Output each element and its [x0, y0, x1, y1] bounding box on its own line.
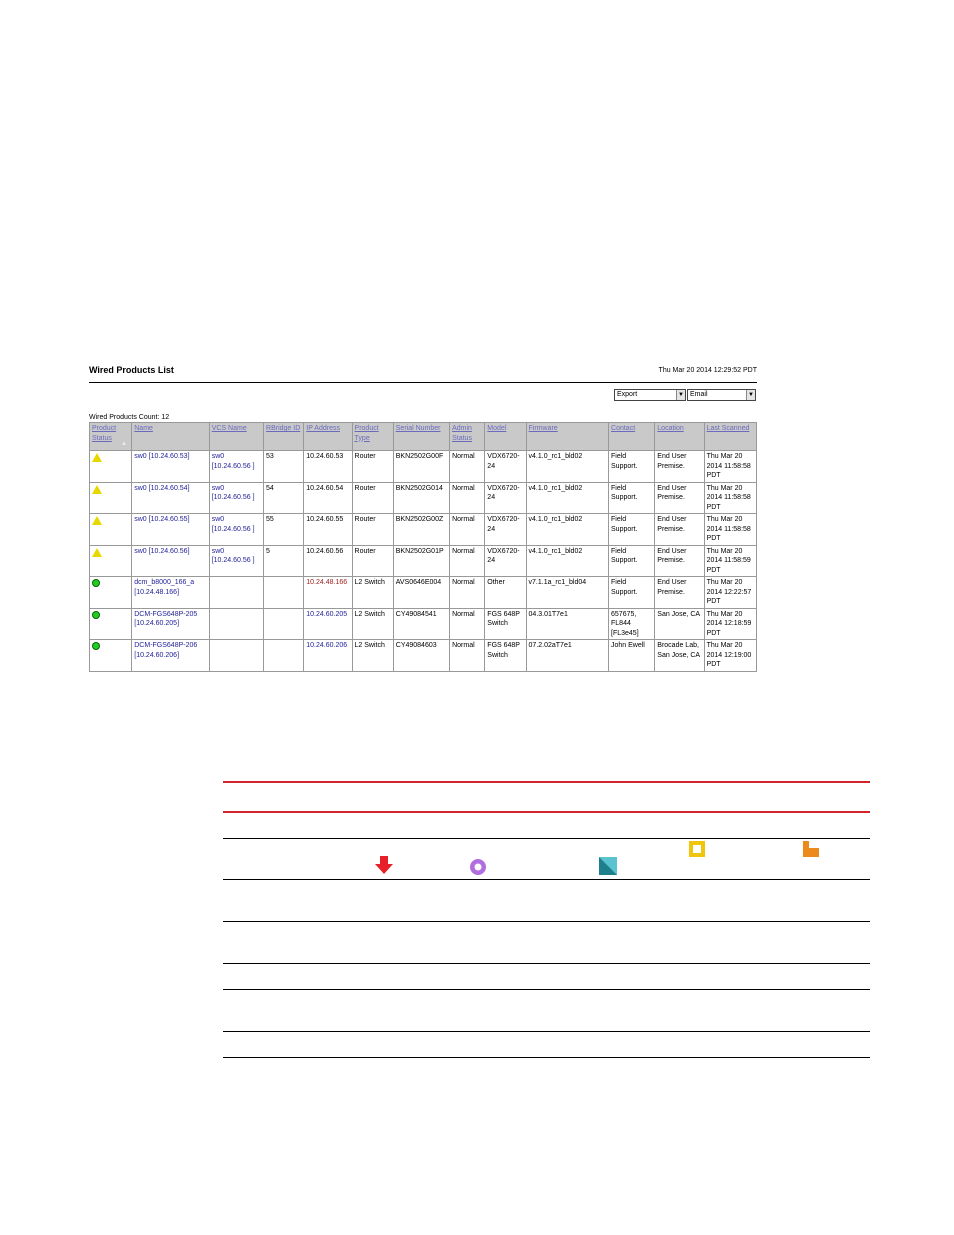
model-value: FGS 648P Switch	[487, 610, 520, 627]
table-row	[90, 451, 757, 483]
model-cell	[485, 451, 526, 483]
red-divider-bottom	[223, 811, 870, 813]
column-header-label: Model	[487, 425, 507, 432]
type-value: Router	[354, 484, 376, 492]
firmware-cell	[526, 482, 608, 514]
admin-cell	[450, 577, 485, 609]
type-cell	[352, 608, 393, 640]
table-row	[90, 577, 757, 609]
admin-cell	[450, 482, 485, 514]
chevron-down-icon: ▼	[676, 390, 685, 400]
column-header[interactable]	[485, 423, 526, 451]
rbridge-value: 55	[266, 516, 274, 523]
scanned-cell	[704, 545, 756, 577]
ip-address-value: 10.24.60.56	[306, 547, 344, 555]
location-cell	[655, 608, 704, 640]
warning-triangle-icon	[92, 485, 102, 494]
model-value: VDX6720-24	[487, 547, 520, 564]
location-cell	[655, 545, 704, 577]
export-select[interactable]	[614, 389, 686, 401]
name-cell	[132, 451, 209, 483]
scanned-value: Thu Mar 20 2014 11:58:58 PDT	[706, 516, 751, 542]
firmware-value: v4.1.0_rc1_bld02	[528, 547, 583, 555]
type-cell	[352, 482, 393, 514]
diagonal-square-icon	[599, 857, 617, 875]
table-divider	[223, 989, 870, 990]
column-header-label: Product Type	[354, 425, 379, 442]
name-cell	[132, 514, 209, 546]
model-cell	[485, 640, 526, 672]
firmware-cell	[526, 514, 608, 546]
ip-cell	[304, 545, 352, 577]
type-value: L2 Switch	[354, 642, 385, 649]
admin-cell	[450, 640, 485, 672]
serial-cell	[393, 608, 449, 640]
vcs-cell	[209, 451, 263, 483]
rbridge-value: 5	[266, 547, 270, 555]
vcs-cell	[209, 514, 263, 546]
rbridge-cell	[264, 514, 304, 546]
location-value: End User Premise.	[657, 547, 687, 564]
vcs-link[interactable]: sw0 [10.24.60.56 ]	[211, 453, 255, 470]
warning-triangle-icon	[92, 548, 102, 557]
type-cell	[352, 577, 393, 609]
export-select-value: Export	[617, 391, 638, 398]
scanned-cell	[704, 608, 756, 640]
ip-cell	[304, 482, 352, 514]
location-cell	[655, 482, 704, 514]
table-divider	[223, 921, 870, 922]
contact-value: Field Support.	[611, 453, 638, 470]
model-cell	[485, 577, 526, 609]
status-ok-icon	[92, 579, 100, 587]
admin-value: Normal	[452, 642, 475, 649]
report-controls	[89, 389, 757, 409]
scanned-value: Thu Mar 20 2014 11:58:58 PDT	[706, 484, 751, 511]
ip-cell	[304, 514, 352, 546]
scanned-value: Thu Mar 20 2014 11:58:58 PDT	[706, 453, 751, 479]
type-cell	[352, 545, 393, 577]
admin-value: Normal	[452, 453, 475, 460]
location-cell	[655, 514, 704, 546]
location-value: Brocade Lab, San Jose, CA	[657, 642, 701, 659]
firmware-cell	[526, 608, 608, 640]
firmware-value: 04.3.01T7e1	[528, 610, 568, 618]
contact-cell	[609, 608, 655, 640]
firmware-cell	[526, 640, 608, 672]
column-header-label: Serial Number	[395, 425, 441, 432]
contact-value: 657675, FL844 [FL3e45]	[611, 610, 639, 637]
vcs-link[interactable]: sw0 [10.24.60.56 ]	[211, 547, 255, 564]
orange-step-icon	[802, 840, 820, 858]
name-link[interactable]: dcm_b8000_166_a [10.24.48.166]	[134, 579, 195, 596]
column-header-label: VCS Name	[211, 425, 247, 432]
type-value: Router	[354, 453, 376, 460]
table-divider	[223, 963, 870, 964]
admin-cell	[450, 514, 485, 546]
ip-address-value[interactable]: 10.24.60.205	[306, 610, 348, 618]
location-value: End User Premise.	[657, 453, 687, 470]
scanned-value: Thu Mar 20 2014 12:22:57 PDT	[706, 579, 752, 605]
scanned-value: Thu Mar 20 2014 12:18:59 PDT	[706, 610, 752, 637]
name-cell	[132, 545, 209, 577]
model-cell	[485, 482, 526, 514]
contact-value: Field Support.	[611, 579, 638, 596]
column-header[interactable]	[526, 423, 608, 451]
firmware-value: v4.1.0_rc1_bld02	[528, 484, 583, 492]
contact-cell	[609, 545, 655, 577]
serial-value: BKN2502G014	[395, 484, 443, 492]
serial-cell	[393, 577, 449, 609]
serial-value: BKN2502G00F	[395, 453, 444, 460]
email-select-value: Email	[690, 391, 708, 398]
firmware-value: v4.1.0_rc1_bld02	[528, 516, 583, 523]
vcs-cell	[209, 608, 263, 640]
table-row	[90, 545, 757, 577]
contact-cell	[609, 482, 655, 514]
model-value: Other	[487, 579, 505, 586]
rbridge-value: 54	[266, 484, 274, 492]
product-status-cell	[90, 545, 132, 577]
name-link[interactable]: DCM-FGS648P-205 [10.24.60.205]	[134, 610, 198, 627]
column-header-label: Contact	[611, 425, 636, 432]
location-cell	[655, 577, 704, 609]
email-select[interactable]	[687, 389, 756, 401]
scanned-cell	[704, 482, 756, 514]
firmware-value: 07.2.02aT7e1	[528, 642, 572, 649]
name-cell	[132, 482, 209, 514]
model-value: FGS 648P Switch	[487, 642, 520, 659]
model-cell	[485, 545, 526, 577]
type-value: L2 Switch	[354, 579, 385, 586]
column-header[interactable]	[450, 423, 485, 451]
admin-value: Normal	[452, 516, 475, 523]
column-header-label: Location	[657, 425, 684, 432]
red-divider-top	[223, 781, 870, 783]
name-cell	[132, 640, 209, 672]
product-status-cell	[90, 482, 132, 514]
admin-value: Normal	[452, 579, 475, 586]
contact-cell	[609, 451, 655, 483]
column-header[interactable]	[304, 423, 352, 451]
name-link[interactable]: sw0 [10.24.60.55]	[134, 516, 190, 523]
scanned-cell	[704, 514, 756, 546]
column-header[interactable]	[393, 423, 449, 451]
vcs-cell	[209, 577, 263, 609]
column-header-label: Last Scanned	[706, 425, 750, 432]
scanned-cell	[704, 640, 756, 672]
type-cell	[352, 640, 393, 672]
product-status-cell	[90, 608, 132, 640]
report-timestamp: Thu Mar 20 2014 12:29:52 PDT	[658, 367, 757, 374]
serial-value: CY49084603	[395, 642, 437, 649]
firmware-cell	[526, 451, 608, 483]
model-value: VDX6720-24	[487, 516, 520, 533]
product-status-cell	[90, 640, 132, 672]
admin-value: Normal	[452, 547, 475, 555]
name-cell	[132, 577, 209, 609]
serial-cell	[393, 482, 449, 514]
vcs-cell	[209, 545, 263, 577]
report-header	[89, 363, 757, 383]
rbridge-cell	[264, 482, 304, 514]
column-header-label: RBridge ID	[266, 425, 301, 432]
ip-address-value: 10.24.60.54	[306, 484, 344, 492]
table-row	[90, 640, 757, 672]
table-divider	[223, 879, 870, 880]
column-header[interactable]	[609, 423, 655, 451]
scanned-cell	[704, 451, 756, 483]
report-title: Wired Products List	[89, 365, 174, 375]
firmware-cell	[526, 577, 608, 609]
products-table	[89, 422, 757, 672]
ip-address-value[interactable]: 10.24.60.206	[306, 642, 348, 649]
column-header[interactable]	[132, 423, 209, 451]
type-value: L2 Switch	[354, 610, 385, 618]
product-status-cell	[90, 451, 132, 483]
column-header-label: Firmware	[528, 425, 558, 432]
vcs-cell	[209, 640, 263, 672]
wired-products-report	[89, 363, 757, 672]
serial-value: AVS0646E004	[395, 579, 442, 586]
scanned-cell	[704, 577, 756, 609]
contact-cell	[609, 640, 655, 672]
column-header[interactable]	[655, 423, 704, 451]
rbridge-cell	[264, 545, 304, 577]
table-row	[90, 514, 757, 546]
location-cell	[655, 640, 704, 672]
table-header-row	[90, 423, 757, 451]
type-value: Router	[354, 547, 376, 555]
type-cell	[352, 514, 393, 546]
model-cell	[485, 514, 526, 546]
serial-value: BKN2502G01P	[395, 547, 444, 555]
contact-cell	[609, 514, 655, 546]
location-cell	[655, 451, 704, 483]
firmware-value: v4.1.0_rc1_bld02	[528, 453, 583, 460]
name-link[interactable]: sw0 [10.24.60.53]	[134, 453, 190, 460]
scanned-value: Thu Mar 20 2014 11:58:59 PDT	[706, 547, 751, 574]
name-link[interactable]: DCM-FGS648P-206 [10.24.60.206]	[134, 642, 198, 659]
table-divider	[223, 1031, 870, 1032]
serial-cell	[393, 514, 449, 546]
admin-value: Normal	[452, 610, 475, 618]
status-ok-icon	[92, 611, 100, 619]
location-value: San Jose, CA	[657, 610, 701, 618]
rbridge-cell	[264, 640, 304, 672]
column-header[interactable]	[264, 423, 304, 451]
rbridge-cell	[264, 577, 304, 609]
table-row	[90, 482, 757, 514]
type-cell	[352, 451, 393, 483]
status-ok-icon	[92, 642, 100, 650]
serial-value: BKN2502G00Z	[395, 516, 444, 523]
column-header[interactable]	[352, 423, 393, 451]
contact-value: Field Support.	[611, 516, 638, 533]
contact-value: Field Support.	[611, 484, 638, 501]
products-count: Wired Products Count: 12	[89, 414, 170, 421]
contact-value: Field Support.	[611, 547, 638, 564]
down-arrow-icon	[374, 855, 394, 875]
admin-cell	[450, 608, 485, 640]
warning-triangle-icon	[92, 516, 102, 525]
model-value: VDX6720-24	[487, 453, 520, 470]
ip-address-value: 10.24.60.55	[306, 516, 344, 523]
serial-cell	[393, 451, 449, 483]
vcs-cell	[209, 482, 263, 514]
contact-cell	[609, 577, 655, 609]
location-value: End User Premise.	[657, 579, 687, 596]
firmware-value: v7.1.1a_rc1_bld04	[528, 579, 587, 586]
ip-cell	[304, 640, 352, 672]
scanned-value: Thu Mar 20 2014 12:19:00 PDT	[706, 642, 752, 668]
column-header[interactable]	[90, 423, 132, 451]
vcs-link[interactable]: sw0 [10.24.60.56 ]	[211, 516, 255, 533]
type-value: Router	[354, 516, 376, 523]
sort-indicator-icon: ▲	[121, 440, 127, 447]
model-cell	[485, 608, 526, 640]
name-link[interactable]: sw0 [10.24.60.56]	[134, 547, 190, 555]
location-value: End User Premise.	[657, 516, 687, 533]
serial-cell	[393, 640, 449, 672]
serial-value: CY49084541	[395, 610, 437, 618]
location-value: End User Premise.	[657, 484, 687, 501]
rbridge-value: 53	[266, 453, 274, 460]
column-header[interactable]	[704, 423, 756, 451]
warning-triangle-icon	[92, 453, 102, 462]
contact-value: John Ewell	[611, 642, 645, 649]
ip-cell	[304, 451, 352, 483]
admin-value: Normal	[452, 484, 475, 492]
table-divider	[223, 1057, 870, 1058]
yellow-square-icon	[688, 840, 706, 858]
chevron-down-icon: ▼	[746, 390, 755, 400]
column-header-label: IP Address	[306, 425, 340, 432]
ip-cell	[304, 608, 352, 640]
column-header-label: Admin Status	[452, 425, 472, 442]
rbridge-cell	[264, 608, 304, 640]
table-divider	[223, 838, 870, 839]
name-cell	[132, 608, 209, 640]
table-row	[90, 608, 757, 640]
circle-icon	[468, 857, 488, 877]
admin-cell	[450, 545, 485, 577]
ip-address-value[interactable]: 10.24.48.166	[306, 579, 348, 586]
vcs-link[interactable]: sw0 [10.24.60.56 ]	[211, 484, 255, 501]
column-header[interactable]	[209, 423, 263, 451]
serial-cell	[393, 545, 449, 577]
product-status-cell	[90, 514, 132, 546]
ip-address-value: 10.24.60.53	[306, 453, 344, 460]
name-link[interactable]: sw0 [10.24.60.54]	[134, 484, 190, 492]
ip-cell	[304, 577, 352, 609]
admin-cell	[450, 451, 485, 483]
firmware-cell	[526, 545, 608, 577]
rbridge-cell	[264, 451, 304, 483]
product-status-cell	[90, 577, 132, 609]
model-value: VDX6720-24	[487, 484, 520, 501]
column-header-label: Name	[134, 425, 153, 432]
column-header-label: Product Status	[92, 425, 117, 442]
